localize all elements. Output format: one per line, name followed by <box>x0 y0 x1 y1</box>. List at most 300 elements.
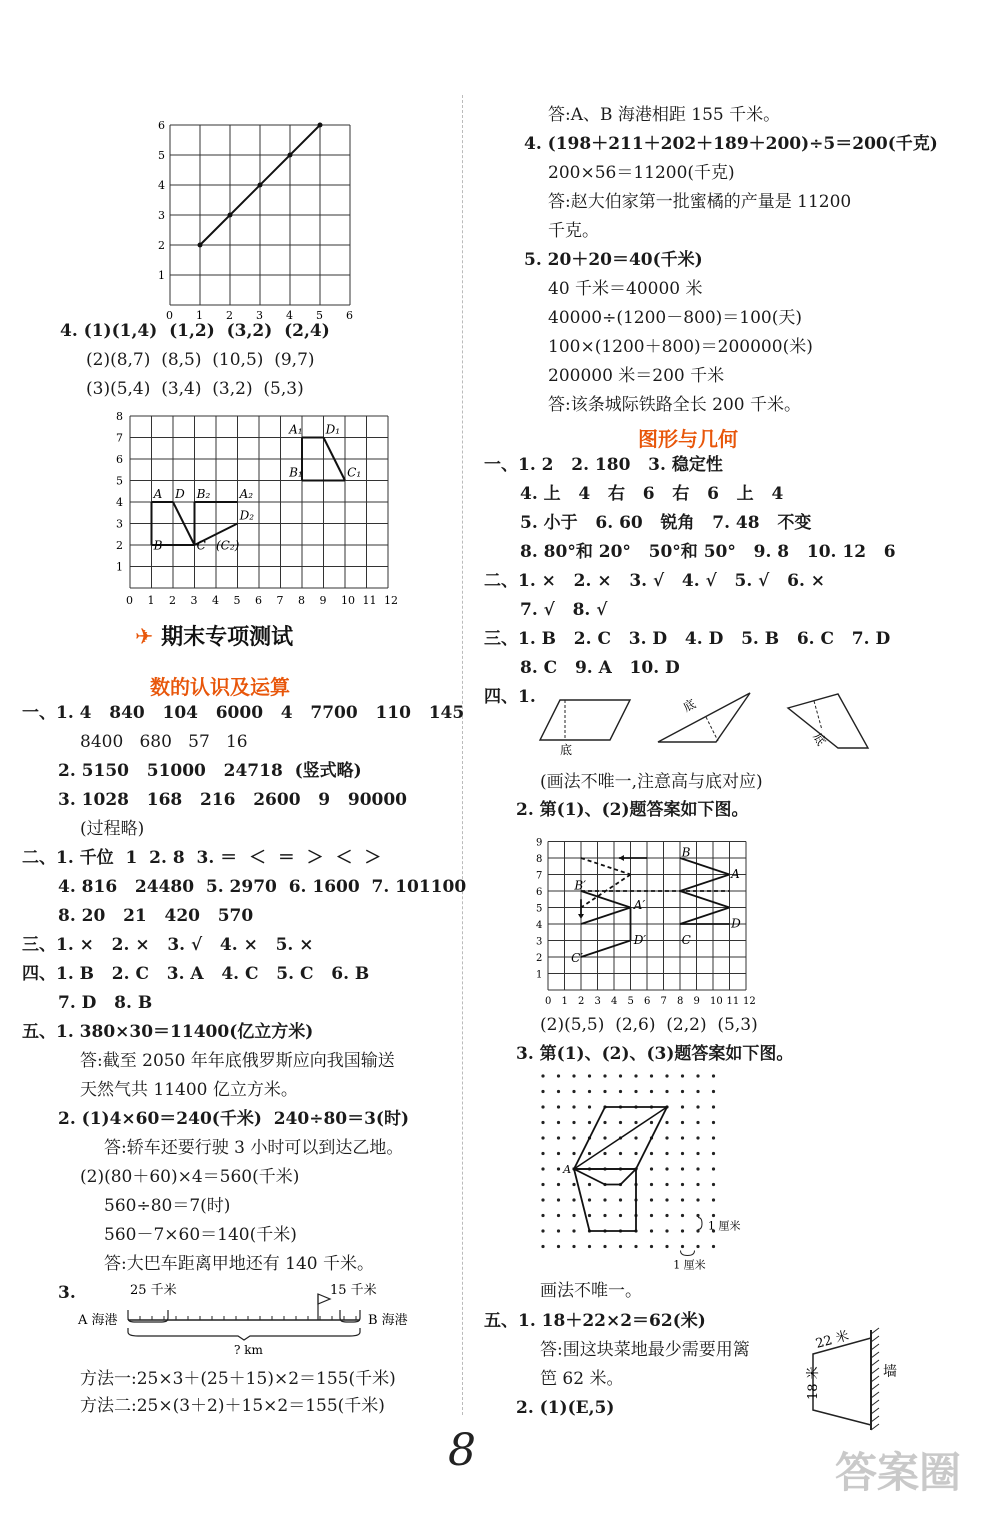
grid-dot <box>634 1245 637 1248</box>
l-line-18: 560－7×60＝140(千米) <box>104 1225 297 1245</box>
x-tick-label: 2 <box>169 594 176 607</box>
x-tick-label: 11 <box>726 996 740 1007</box>
y-tick-label: 5 <box>116 474 123 488</box>
grid-dot <box>634 1121 637 1124</box>
x-tick-label: 7 <box>660 996 667 1007</box>
wall-hatch <box>871 1352 879 1358</box>
grid-dot <box>665 1090 668 1093</box>
grid-dot <box>665 1167 668 1170</box>
l-line-15: 答:轿车还要行驶 3 小时可以到达乙地。 <box>104 1138 404 1158</box>
point-label: D′ <box>633 932 647 947</box>
grid-dot <box>588 1121 591 1124</box>
l-line-0: 一、1. 4 840 104 6000 4 7700 110 145 <box>22 703 465 723</box>
y-tick-label: 1 <box>536 969 543 981</box>
x-tick-label: 1 <box>147 594 155 607</box>
l-line-8: 三、1. × 2. × 3. √ 4. × 5. × <box>22 935 314 955</box>
grid-dot <box>681 1245 684 1248</box>
data-point <box>198 243 203 248</box>
x-tick-label: 0 <box>126 594 133 607</box>
wall-hatch <box>871 1384 879 1390</box>
grid-dot <box>696 1245 699 1248</box>
x-tick-label: 4 <box>286 309 293 322</box>
grid-dot <box>603 1152 606 1155</box>
grid-dot <box>650 1245 653 1248</box>
x-tick-label: 3 <box>594 996 601 1007</box>
point-label: C <box>681 932 691 947</box>
grid-dot <box>557 1245 560 1248</box>
arrow-down-icon <box>578 914 584 919</box>
grid-dot <box>696 1105 699 1108</box>
grid-dot <box>650 1090 653 1093</box>
grid-dot <box>557 1136 560 1139</box>
grid-dot <box>588 1245 591 1248</box>
grid-dot <box>557 1183 560 1186</box>
l-line-5: 二、1. 千位 1 2. 8 3. ＝ ＜ ＝ ＞ ＜ ＞ <box>22 848 382 868</box>
grid-dot <box>588 1183 591 1186</box>
grid-dot <box>572 1121 575 1124</box>
grid-dot <box>557 1105 560 1108</box>
grid-dot <box>696 1090 699 1093</box>
grid-dot <box>712 1121 715 1124</box>
y-tick-label: 1 <box>116 560 123 574</box>
x-tick-label: 8 <box>298 594 305 607</box>
data-point <box>288 153 293 158</box>
r-mid-7: 8. C 9. A 10. D <box>520 658 680 678</box>
r-mid-6: 三、1. B 2. C 3. D 4. D 5. B 6. C 7. D <box>484 629 891 649</box>
subtitle-numbers: 数的认识及运算 <box>150 675 290 699</box>
x-tick-label: 7 <box>276 594 284 607</box>
grid-dot <box>681 1074 684 1077</box>
grid-dot <box>650 1121 653 1124</box>
method-2: 方法二:25×(3＋2)＋15×2＝155(千米) <box>80 1396 385 1416</box>
grid-dot <box>650 1183 653 1186</box>
grid-dot <box>603 1245 606 1248</box>
point-label: B <box>681 845 691 860</box>
grid-dot <box>603 1090 606 1093</box>
grid-dot <box>572 1214 575 1217</box>
y-tick-label: 5 <box>158 149 165 162</box>
method-1: 方法一:25×3＋(25＋15)×2＝155(千米) <box>80 1369 396 1389</box>
x-tick-label: 1 <box>196 309 203 322</box>
grid-dot <box>712 1074 715 1077</box>
grid-dot <box>665 1136 668 1139</box>
r-line-3: 答:赵大伯家第一批蜜橘的产量是 11200 <box>548 192 852 212</box>
grid-dot <box>588 1074 591 1077</box>
route-diagram <box>78 1280 418 1357</box>
x-tick-label: 10 <box>710 996 723 1007</box>
x-tick-label: 6 <box>346 309 353 322</box>
unit-bracket-h <box>681 1251 695 1256</box>
point-label: D <box>731 916 741 931</box>
r-line-0: 答:A、B 海港相距 155 千米。 <box>548 105 781 125</box>
grid-dot <box>681 1183 684 1186</box>
total-bracket <box>128 1328 360 1340</box>
point-label: D <box>175 486 185 501</box>
grid-dot <box>557 1198 560 1201</box>
r-line-5: 5. 20＋20＝40(千米) <box>524 250 703 270</box>
r-mid-5: 7. √ 8. √ <box>520 600 608 620</box>
x-tick-label: 10 <box>341 594 355 607</box>
shape-edge <box>581 908 631 925</box>
grid-dot <box>650 1167 653 1170</box>
shape-edge <box>680 858 730 875</box>
rocket-icon: ✈ <box>135 625 154 650</box>
grid-dot <box>541 1183 544 1186</box>
shape-edge <box>581 891 631 908</box>
grid-dot <box>541 1152 544 1155</box>
x-tick-label: 12 <box>384 594 398 607</box>
grid-dot <box>619 1074 622 1077</box>
grid-dot <box>572 1090 575 1093</box>
l-line-2: 2. 5150 51000 24718 (竖式略) <box>58 761 362 781</box>
l-line-17: 560÷80＝7(时) <box>104 1196 231 1216</box>
grid-dot <box>712 1167 715 1170</box>
y-tick-label: 3 <box>158 209 165 222</box>
r-line-6: 40 千米＝40000 米 <box>548 279 703 299</box>
grid-dot <box>712 1245 715 1248</box>
grid-dot <box>681 1229 684 1232</box>
q4-line-3: (3)(5,4) (3,4) (3,2) (5,3) <box>86 379 304 399</box>
grid-dot <box>634 1152 637 1155</box>
wall-hatch <box>871 1360 879 1366</box>
l-line-7: 8. 20 21 420 570 <box>58 906 254 926</box>
fence-shape <box>813 1338 871 1425</box>
q3-heading: 3. 第(1)、(2)、(3)题答案如下图。 <box>516 1044 794 1064</box>
grid-dot <box>557 1121 560 1124</box>
watermark: 答案圈 <box>835 1448 962 1497</box>
grid-dot <box>681 1090 684 1093</box>
subtitle-geometry: 图形与几何 <box>638 427 738 451</box>
grid-dot <box>557 1214 560 1217</box>
grid-dot <box>603 1121 606 1124</box>
grid-dot <box>696 1167 699 1170</box>
point-label: D₁ <box>325 422 341 437</box>
y-tick-label: 8 <box>536 854 543 865</box>
shape-edge <box>680 875 730 892</box>
triangle-shape <box>658 693 750 742</box>
q4-line-2: (2)(8,7) (8,5) (10,5) (9,7) <box>86 350 315 370</box>
grid-dot <box>665 1152 668 1155</box>
wall-hatch <box>871 1376 879 1382</box>
wall-hatch <box>871 1328 879 1334</box>
grid-dot <box>712 1105 715 1108</box>
x-tick-label: 9 <box>693 996 700 1007</box>
grid-dot <box>572 1245 575 1248</box>
grid-dot <box>588 1198 591 1201</box>
grid-dot <box>541 1167 544 1170</box>
y-tick-label: 9 <box>536 837 543 849</box>
r-bot-1: 答:围这块菜地最少需要用篱 <box>540 1340 750 1360</box>
r-line-2: 200×56＝11200(千克) <box>548 163 735 183</box>
q2-heading: 2. 第(1)、(2)题答案如下图。 <box>516 800 749 820</box>
point-label: A <box>153 486 163 501</box>
grid-dot <box>541 1074 544 1077</box>
x-tick-label: 2 <box>226 309 233 322</box>
point-label: A₁ <box>289 422 303 437</box>
r-mid-0: 一、1. 2 2. 180 3. 稳定性 <box>484 455 723 475</box>
shape-edge <box>680 891 730 908</box>
wall-hatch <box>871 1336 879 1342</box>
grid-dot <box>541 1105 544 1108</box>
r-bot-2: 笆 62 米。 <box>540 1369 624 1389</box>
grid-dot <box>572 1105 575 1108</box>
grid-dot <box>696 1136 699 1139</box>
l-line-20: 3. <box>58 1283 76 1303</box>
r-line-9: 200000 米＝200 千米 <box>548 366 725 386</box>
x-tick-label: 3 <box>190 594 198 607</box>
point-label: D₂ <box>239 508 255 523</box>
wall-hatch <box>871 1400 879 1406</box>
grid-dot <box>619 1121 622 1124</box>
unit-bracket-v <box>698 1218 702 1230</box>
y-tick-label: 2 <box>158 239 165 252</box>
trap-top-label: 22 米 <box>814 1328 851 1352</box>
grid-dot <box>665 1229 668 1232</box>
wall-label: 墙 <box>883 1364 897 1380</box>
grid-dot <box>557 1229 560 1232</box>
grid-dot <box>696 1074 699 1077</box>
y-tick-label: 7 <box>536 870 543 882</box>
grid-dot <box>619 1214 622 1217</box>
r-line-4: 千克。 <box>548 221 599 241</box>
y-tick-label: 5 <box>536 903 543 915</box>
grid-dot <box>712 1152 715 1155</box>
grid-dot <box>541 1214 544 1217</box>
r-line-8: 100×(1200＋800)＝200000(米) <box>548 337 813 357</box>
grid-dot <box>619 1198 622 1201</box>
port-a-label: A 海港 <box>78 1313 118 1328</box>
unit-v-label: 1 厘米 <box>708 1219 741 1233</box>
parallelogram-shape <box>540 700 630 740</box>
y-tick-label: 7 <box>116 431 123 445</box>
wall-hatch <box>871 1416 879 1422</box>
grid-dot <box>541 1245 544 1248</box>
shape-edge <box>581 941 631 958</box>
point-label: A′ <box>633 898 646 913</box>
trapezoid-height <box>814 701 822 730</box>
route-right-dist: 15 千米 <box>330 1283 377 1298</box>
note-2: 画法不唯一。 <box>540 1281 642 1301</box>
l-line-16: (2)(80＋60)×4＝560(千米) <box>80 1167 300 1187</box>
grid-dot <box>681 1136 684 1139</box>
grid-dot <box>588 1214 591 1217</box>
grid-dot <box>712 1214 715 1217</box>
r-mid-3: 8. 80°和 20° 50°和 50° 9. 8 10. 12 6 <box>520 542 896 562</box>
grid-dot <box>650 1214 653 1217</box>
grid-dot <box>681 1121 684 1124</box>
grid-dot <box>588 1152 591 1155</box>
grid-dot <box>712 1136 715 1139</box>
grid-dot <box>603 1198 606 1201</box>
grid-dot <box>588 1105 591 1108</box>
x-tick-label: 4 <box>212 594 219 607</box>
grid-dot <box>665 1214 668 1217</box>
l-line-1: 8400 680 57 16 <box>80 732 248 752</box>
r-line-1: 4. (198＋211＋202＋189＋200)÷5＝200(千克) <box>524 134 938 154</box>
y-tick-label: 6 <box>536 887 543 898</box>
y-tick-label: 3 <box>116 517 123 531</box>
y-tick-label: 1 <box>158 269 165 282</box>
l-line-10: 7. D 8. B <box>58 993 153 1013</box>
grid-dot <box>681 1167 684 1170</box>
x-tick-label: 6 <box>644 996 651 1007</box>
r-line-7: 40000÷(1200－800)＝100(天) <box>548 308 803 328</box>
column-divider <box>462 95 463 1415</box>
r-mid-4: 二、1. × 2. × 3. √ 4. √ 5. √ 6. × <box>484 571 826 591</box>
grid-dot <box>619 1245 622 1248</box>
x-tick-label: 4 <box>611 996 618 1007</box>
l-line-19: 答:大巴车距离甲地还有 140 千米。 <box>104 1254 374 1274</box>
grid-dot <box>557 1090 560 1093</box>
x-tick-label: 5 <box>316 309 323 322</box>
y-tick-label: 4 <box>536 920 543 931</box>
wall-hatch <box>871 1344 879 1350</box>
x-tick-label: 11 <box>362 594 377 607</box>
shape-edge <box>680 908 730 925</box>
x-tick-label: 8 <box>677 996 684 1007</box>
data-point <box>258 183 263 188</box>
point-label: A₂ <box>239 486 254 501</box>
y-tick-label: 6 <box>158 119 165 132</box>
x-tick-label: 2 <box>578 996 585 1007</box>
y-tick-label: 2 <box>116 539 123 552</box>
grid-dot <box>681 1105 684 1108</box>
unit-h-label: 1 厘米 <box>673 1258 706 1272</box>
height-figures <box>538 690 898 760</box>
wall-hatch <box>871 1392 879 1398</box>
r-mid-2: 5. 小于 6. 60 锐角 7. 48 不变 <box>520 513 812 533</box>
l-line-14: 2. (1)4×60＝240(千米) 240÷80＝3(时) <box>58 1109 410 1129</box>
q2-answer: (2)(5,5) (2,6) (2,2) (5,3) <box>540 1015 758 1035</box>
data-point <box>318 123 323 128</box>
point-label: A <box>731 866 740 881</box>
grid-dot <box>634 1074 637 1077</box>
y-tick-label: 8 <box>116 410 123 423</box>
wall-hatch <box>871 1368 879 1374</box>
grid-dot <box>619 1090 622 1093</box>
grid-dot <box>665 1198 668 1201</box>
r-line-10: 答:该条城际铁路全长 200 千米。 <box>548 395 801 415</box>
grid-dot <box>619 1152 622 1155</box>
wall-hatch <box>871 1408 879 1414</box>
point-label: B₁ <box>289 465 303 480</box>
grid-dot <box>572 1198 575 1201</box>
grid-dot <box>541 1136 544 1139</box>
point-label: C′ <box>571 950 584 965</box>
grid-dot <box>712 1198 715 1201</box>
dot-grid <box>535 1068 795 1273</box>
total-label: ? km <box>234 1343 263 1357</box>
grid-dot <box>665 1074 668 1077</box>
grid-dot <box>557 1074 560 1077</box>
grid-dot <box>603 1136 606 1139</box>
wall-hatch <box>871 1424 879 1430</box>
grid-dot <box>696 1121 699 1124</box>
grid-chart-3 <box>530 825 780 1010</box>
point-label: (C₂) <box>216 538 240 553</box>
grid-dot <box>603 1214 606 1217</box>
triangle-base-label: 底 <box>680 696 699 715</box>
x-tick-label: 5 <box>233 594 241 607</box>
point-label: B <box>153 538 163 553</box>
grid-dot <box>665 1245 668 1248</box>
section-heading <box>135 620 293 651</box>
grid-dot <box>634 1090 637 1093</box>
r-mid-8: 四、1. <box>484 687 536 707</box>
grid-dot <box>696 1183 699 1186</box>
grid-dot <box>541 1198 544 1201</box>
triangle-height <box>706 717 718 741</box>
grid-dot <box>572 1136 575 1139</box>
l-line-11: 五、1. 380×30＝11400(亿立方米) <box>22 1022 314 1042</box>
l-line-9: 四、1. B 2. C 3. A 4. C 5. C 6. B <box>22 964 370 984</box>
grid-chart-1 <box>150 95 370 322</box>
l-line-3: 3. 1028 168 216 2600 9 90000 <box>58 790 408 810</box>
grid-chart-2 <box>110 410 400 620</box>
trapezoid-base-label: 底 <box>810 730 829 748</box>
route-left-dist: 25 千米 <box>130 1283 177 1298</box>
r-mid-1: 4. 上 4 右 6 右 6 上 4 <box>520 484 784 504</box>
grid-dot <box>696 1152 699 1155</box>
l-line-12: 答:截至 2050 年年底俄罗斯应向我国输送 <box>80 1051 395 1071</box>
grid-dot <box>588 1090 591 1093</box>
x-tick-label: 0 <box>166 309 173 322</box>
grid-dot <box>557 1152 560 1155</box>
x-tick-label: 9 <box>319 594 327 607</box>
l-line-4: (过程略) <box>80 819 145 839</box>
x-tick-label: 0 <box>545 996 552 1007</box>
trapezoid-wall-figure <box>795 1330 925 1440</box>
x-tick-label: 12 <box>743 996 756 1007</box>
x-tick-label: 3 <box>256 309 263 322</box>
grid-dot <box>541 1121 544 1124</box>
q4-line-1: 4. (1)(1,4) (1,2) (3,2) (2,4) <box>60 321 330 341</box>
grid-dot <box>650 1152 653 1155</box>
grid-dot <box>603 1074 606 1077</box>
grid-dot <box>665 1121 668 1124</box>
trap-left-label: 18 米 <box>806 1366 821 1400</box>
x-tick-label: 5 <box>627 996 634 1007</box>
port-b-label: B 海港 <box>368 1313 408 1328</box>
point-label: B₂ <box>196 486 211 501</box>
point-label: C <box>196 538 206 553</box>
point-a-label: A <box>563 1163 572 1176</box>
grid-dot <box>696 1214 699 1217</box>
grid-dot <box>650 1198 653 1201</box>
page-number: 8 <box>448 1425 476 1476</box>
y-tick-label: 4 <box>116 496 123 509</box>
r-bot-3: 2. (1)(E,5) <box>516 1398 615 1418</box>
grid-dot <box>681 1214 684 1217</box>
grid-dot <box>572 1152 575 1155</box>
r-bot-0: 五、1. 18＋22×2＝62(米) <box>484 1311 706 1331</box>
section-title: 期末专项测试 <box>161 625 294 650</box>
y-tick-label: 6 <box>116 453 123 466</box>
grid-dot <box>634 1136 637 1139</box>
data-point <box>228 213 233 218</box>
grid-dot <box>696 1198 699 1201</box>
point-label: C₁ <box>347 465 362 480</box>
grid-dot <box>650 1074 653 1077</box>
l-line-13: 天然气共 11400 亿立方米。 <box>80 1080 298 1100</box>
grid-dot <box>665 1183 668 1186</box>
point-label: B′ <box>574 878 586 893</box>
x-tick-label: 6 <box>255 594 262 607</box>
grid-dot <box>557 1167 560 1170</box>
parallelogram-base-label: 底 <box>560 743 573 757</box>
grid-dot <box>541 1229 544 1232</box>
y-tick-label: 2 <box>536 953 543 964</box>
